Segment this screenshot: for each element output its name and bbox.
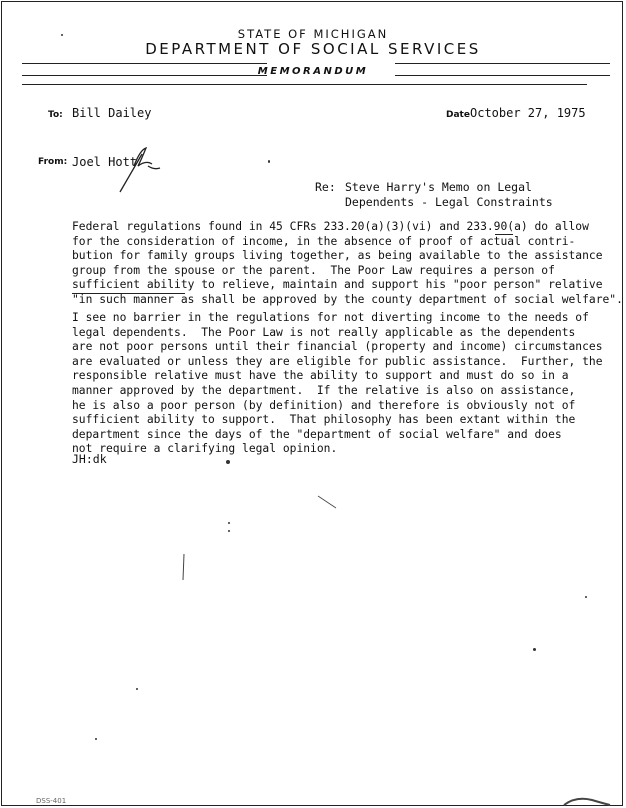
corner-stamp: [562, 794, 612, 806]
to-name: Bill Dailey: [72, 106, 152, 120]
re-line-1: Steve Harry's Memo on Legal: [345, 180, 532, 194]
date-label: Date: [446, 110, 470, 120]
subject-block: [315, 180, 553, 210]
underline-sufficient-ability: [72, 293, 185, 294]
scan-speck: [585, 596, 587, 598]
to-label: To:: [48, 110, 63, 120]
date-value: October 27, 1975: [470, 106, 586, 120]
header-rule-top-right: [395, 63, 610, 64]
from-label: From:: [38, 157, 68, 167]
re-label: Re:: [315, 180, 336, 194]
scan-speck: [228, 522, 230, 524]
scan-mark: [316, 494, 338, 510]
header-rule-top-left: [22, 63, 267, 64]
re-line-2: Dependents - Legal Constraints: [345, 195, 553, 209]
department-heading: DEPARTMENT OF SOCIAL SERVICES: [145, 40, 481, 58]
scan-speck: [136, 688, 138, 690]
underline-do: [495, 234, 513, 235]
state-heading: STATE OF MICHIGAN: [237, 27, 389, 41]
scan-speck: [226, 460, 230, 464]
scan-speck: [61, 34, 63, 36]
body-paragraph-1: Federal regulations found in 45 CFRs 233.20(a)(3)(vi) and 233.90(a) do allow for the consideration of income, in the absence of proof of actual contri- bution for family groups living together, as being available to the assistance group from the spouse or the parent. The Poor Law requires a person of sufficient ability to relieve, maintain and support his "poor person" relative "in such manner as shall be approved by the county department of social welfare".: [72, 220, 623, 306]
signature-initials: [112, 144, 162, 196]
scan-speck: [268, 160, 270, 163]
scan-speck: [228, 530, 230, 532]
header-rule-long-left: [22, 84, 587, 85]
typist-initials: JH:dk: [72, 452, 107, 466]
scan-speck: [95, 738, 97, 740]
scan-speck: [533, 648, 536, 651]
from-name: Joel Hott: [72, 155, 138, 169]
body-paragraph-2: I see no barrier in the regulations for not diverting income to the needs of legal dependents. The Poor Law is not really applicable as the dependents are not poor persons until their financial (property and income) circumstances are evaluated or unless they are eligible for public assistance. Further, the responsible relative must have the ability to support and must do so in a manner approved by the department. If the relative is also on assistance, he is also a poor person (by definition) and therefore is obviously not of sufficient ability to support. That philosophy has been extant within the department since the days of the "department of social welfare" and does not require a clarifying legal opinion.: [72, 311, 603, 456]
form-number: DSS-401: [36, 797, 67, 805]
scan-mark: [180, 552, 188, 582]
memorandum-title: MEMORANDUM: [257, 66, 369, 77]
